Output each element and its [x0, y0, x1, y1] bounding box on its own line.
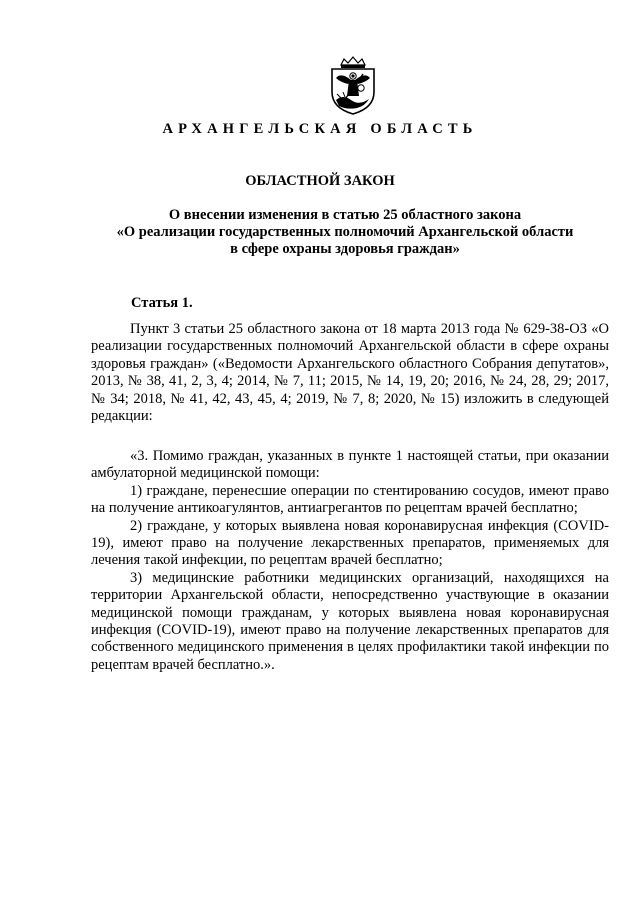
amendment-item-1: 1) граждане, перенесшие операции по стентированию сосудов, имеют право на получение антикоагулянтов, антиагрегантов по рецептам врачей бесплатно;	[91, 482, 609, 517]
region-name: АРХАНГЕЛЬСКАЯ ОБЛАСТЬ	[162, 121, 478, 137]
amendment-text	[91, 448, 609, 674]
amendment-paragraph: «3. Помимо граждан, указанных в пункте 1 настоящей статьи, при оказании амбулаторной медицинской помощи:	[91, 448, 609, 482]
arkhangelsk-coat-of-arms-icon	[327, 56, 379, 116]
article-intro	[91, 321, 609, 425]
amendment-item-2: 2) граждане, у которых выявлена новая коронавирусная инфекция (COVID-19), имеют право на получение лекарственных препаратов, применяемых для лечения такой инфекции, по рецептам врачей бесплатно;	[91, 517, 609, 569]
title-line: «О реализации государственных полномочий Архангельской области	[116, 224, 574, 240]
amendment-item-3: 3) медицинские работники медицинских организаций, находящихся на территории Архангельской области, непосредственно участвующие в оказании медицинской помощи гражданам, у которых выявлена новая коронавирусная инфекция (COVID-19), имеют право на получение лекарственных препаратов для собственного медицинского применения в целях профилактики такой инфекции по рецептам врачей бесплатно.».	[91, 569, 609, 673]
document-title	[95, 207, 595, 258]
title-line: О внесении изменения в статью 25 областного закона	[168, 207, 522, 223]
document-type: ОБЛАСТНОЙ ЗАКОН	[245, 173, 395, 189]
article-heading: Статья 1.	[131, 295, 193, 311]
intro-paragraph: Пункт 3 статьи 25 областного закона от 18 марта 2013 года № 629-38-ОЗ «О реализации государственных полномочий Архангельской области в сфере охраны здоровья граждан» («Ведомости Архангельского областного Собрания депутатов», 2013, № 38, 41, 2, 3, 4; 2014, № 7, 11; 2015, № 14, 19, 20; 2016, № 24, 28, 29; 2017, № 34; 2018, № 41, 42, 43, 45, 4; 2019, № 7, 8; 2020, № 15) изложить в следующей редакции:	[91, 321, 609, 425]
title-line: в сфере охраны здоровья граждан»	[230, 241, 460, 257]
